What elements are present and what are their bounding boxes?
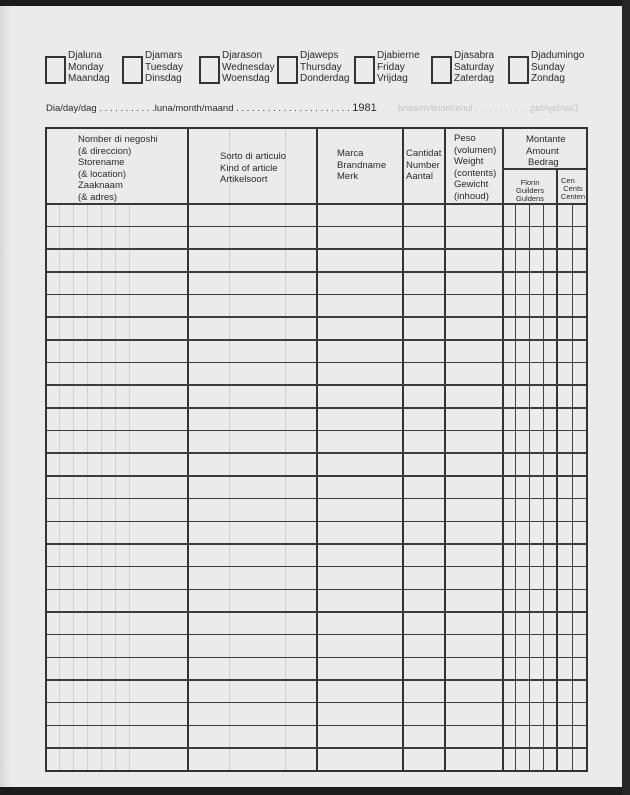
cell-cents[interactable] — [556, 477, 588, 498]
cell-brand[interactable] — [316, 250, 402, 271]
cell-number[interactable] — [402, 432, 444, 453]
header-line: Amount — [526, 145, 559, 157]
header-line: (inhoud) — [454, 190, 489, 202]
cell-article[interactable] — [187, 568, 316, 589]
cell-brand[interactable] — [316, 318, 402, 339]
header-line: Guldens — [516, 194, 544, 203]
cell-number[interactable] — [402, 228, 444, 249]
cell-cents[interactable] — [556, 454, 588, 475]
cell-cents[interactable] — [556, 523, 588, 544]
cell-number[interactable] — [402, 659, 444, 680]
cell-number[interactable] — [402, 364, 444, 385]
cell-number[interactable] — [402, 727, 444, 748]
day-option-thursday[interactable] — [277, 50, 349, 85]
cell-weight[interactable] — [444, 636, 502, 657]
header-line: (& location) — [78, 168, 127, 180]
cell-article[interactable] — [187, 432, 316, 453]
cell-article[interactable] — [187, 296, 316, 317]
cell-florin[interactable] — [502, 409, 556, 430]
cell-florin[interactable] — [502, 727, 556, 748]
page-edge — [622, 0, 630, 795]
day-name-english: Saturday — [454, 61, 495, 73]
show-through-text: Dia/day/dag . . . . . . . . . . . luna/month/maand — [398, 103, 579, 113]
cell-florin[interactable] — [502, 454, 556, 475]
cell-number[interactable] — [402, 591, 444, 612]
cell-weight[interactable] — [444, 273, 502, 294]
cell-article[interactable] — [187, 228, 316, 249]
cell-store[interactable] — [47, 273, 187, 294]
cell-florin[interactable] — [502, 523, 556, 544]
cell-florin[interactable] — [502, 749, 556, 770]
cell-store[interactable] — [47, 659, 187, 680]
header-line: Peso — [454, 133, 476, 144]
cell-brand[interactable] — [316, 409, 402, 430]
cell-article[interactable] — [187, 659, 316, 680]
cell-number[interactable] — [402, 681, 444, 702]
cell-florin[interactable] — [502, 591, 556, 612]
cell-store[interactable] — [47, 727, 187, 748]
cell-brand[interactable] — [316, 500, 402, 521]
day-checkbox-wednesday[interactable] — [199, 56, 220, 84]
day-name-english: Thursday — [300, 61, 342, 73]
cell-cents[interactable] — [556, 568, 588, 589]
cell-cents[interactable] — [556, 205, 588, 226]
cell-weight[interactable] — [444, 454, 502, 475]
cell-number[interactable] — [402, 250, 444, 271]
year-value: 1981 — [352, 102, 377, 114]
cell-florin[interactable] — [502, 500, 556, 521]
cell-cents[interactable] — [556, 409, 588, 430]
cell-weight[interactable] — [444, 727, 502, 748]
cell-article[interactable] — [187, 727, 316, 748]
cell-cents[interactable] — [556, 659, 588, 680]
header-line: Montante — [526, 134, 566, 145]
cell-weight[interactable] — [444, 477, 502, 498]
cell-cents[interactable] — [556, 228, 588, 249]
day-label — [222, 50, 275, 85]
cell-florin[interactable] — [502, 704, 556, 725]
day-name-dutch: Vrijdag — [377, 73, 408, 84]
header-line: (& adres) — [78, 191, 118, 203]
date-line — [46, 102, 377, 114]
cell-florin[interactable] — [502, 659, 556, 680]
cell-florin[interactable] — [502, 477, 556, 498]
cell-brand[interactable] — [316, 545, 402, 566]
cell-number[interactable] — [402, 749, 444, 770]
cell-store[interactable] — [47, 545, 187, 566]
header-line: Cantidat — [406, 148, 442, 159]
cell-florin[interactable] — [502, 205, 556, 226]
day-name-papiamentu: Djadumingo — [531, 50, 585, 61]
cell-cents[interactable] — [556, 386, 588, 407]
cell-florin[interactable] — [502, 273, 556, 294]
cell-florin[interactable] — [502, 432, 556, 453]
cell-brand[interactable] — [316, 364, 402, 385]
cell-florin[interactable] — [502, 364, 556, 385]
cell-cents[interactable] — [556, 704, 588, 725]
cell-brand[interactable] — [316, 341, 402, 362]
day-checkbox-monday[interactable] — [45, 56, 66, 84]
header-line: Marca — [337, 148, 364, 159]
cell-article[interactable] — [187, 749, 316, 770]
cell-weight[interactable] — [444, 591, 502, 612]
header-line: Guilders — [516, 186, 544, 195]
day-name-dutch: Maandag — [68, 73, 110, 84]
cell-number[interactable] — [402, 613, 444, 634]
day-label — [300, 50, 349, 85]
day-name-papiamentu: Djabierne — [377, 50, 420, 61]
cell-article[interactable] — [187, 523, 316, 544]
cell-number[interactable] — [402, 205, 444, 226]
cell-article[interactable] — [187, 364, 316, 385]
cell-article[interactable] — [187, 250, 316, 271]
cell-weight[interactable] — [444, 613, 502, 634]
cell-cents[interactable] — [556, 500, 588, 521]
day-option-wednesday[interactable] — [199, 50, 275, 85]
cell-article[interactable] — [187, 613, 316, 634]
cell-weight[interactable] — [444, 681, 502, 702]
cell-article[interactable] — [187, 386, 316, 407]
day-name-english: Sunday — [531, 61, 565, 73]
cell-store[interactable] — [47, 681, 187, 702]
cell-number[interactable] — [402, 454, 444, 475]
day-name-dutch: Zaterdag — [454, 73, 495, 84]
header-line: Gewicht — [454, 179, 489, 190]
cell-brand[interactable] — [316, 681, 402, 702]
day-name-papiamentu: Djarason — [222, 50, 263, 61]
cell-number[interactable] — [402, 477, 444, 498]
day-label: Dia/day/dag — [46, 103, 97, 114]
cell-store[interactable] — [47, 205, 187, 226]
day-name-papiamentu: Djasabra — [454, 50, 495, 61]
cell-cents[interactable] — [556, 318, 588, 339]
cell-florin[interactable] — [502, 341, 556, 362]
cell-number[interactable] — [402, 296, 444, 317]
cell-article[interactable] — [187, 500, 316, 521]
day-label — [454, 50, 494, 85]
cell-store[interactable] — [47, 228, 187, 249]
day-checkbox-saturday[interactable] — [431, 56, 452, 84]
cell-number[interactable] — [402, 545, 444, 566]
cell-number[interactable] — [402, 318, 444, 339]
cell-store[interactable] — [47, 454, 187, 475]
cell-weight[interactable] — [444, 386, 502, 407]
cell-cents[interactable] — [556, 341, 588, 362]
header-amount — [526, 134, 566, 169]
cell-weight[interactable] — [444, 250, 502, 271]
cell-number[interactable] — [402, 568, 444, 589]
cell-brand[interactable] — [316, 477, 402, 498]
day-checkbox-thursday[interactable] — [277, 56, 298, 84]
cell-cents[interactable] — [556, 273, 588, 294]
cell-florin[interactable] — [502, 613, 556, 634]
cell-brand[interactable] — [316, 386, 402, 407]
cell-cents[interactable] — [556, 545, 588, 566]
form-page — [0, 6, 622, 787]
cell-weight[interactable] — [444, 500, 502, 521]
cell-brand[interactable] — [316, 727, 402, 748]
cell-weight[interactable] — [444, 523, 502, 544]
day-label — [377, 50, 420, 85]
cell-weight[interactable] — [444, 228, 502, 249]
cell-article[interactable] — [187, 704, 316, 725]
cell-article[interactable] — [187, 409, 316, 430]
cell-weight[interactable] — [444, 364, 502, 385]
day-name-dutch: Donderdag — [300, 73, 350, 84]
day-name-dutch: Zondag — [531, 73, 565, 84]
cell-florin[interactable] — [502, 386, 556, 407]
cell-article[interactable] — [187, 681, 316, 702]
cell-store[interactable] — [47, 432, 187, 453]
cell-article[interactable] — [187, 545, 316, 566]
cell-store[interactable] — [47, 409, 187, 430]
day-label — [68, 50, 110, 85]
cell-store[interactable] — [47, 477, 187, 498]
header-line: Weight — [454, 156, 484, 167]
cell-brand[interactable] — [316, 591, 402, 612]
day-option-tuesday[interactable] — [122, 50, 183, 85]
cell-brand[interactable] — [316, 228, 402, 249]
cell-article[interactable] — [187, 205, 316, 226]
header-line: (& direccion) — [78, 145, 132, 157]
header-weight — [454, 133, 496, 202]
cell-cents[interactable] — [556, 749, 588, 770]
cell-store[interactable] — [47, 704, 187, 725]
cell-florin[interactable] — [502, 545, 556, 566]
cell-article[interactable] — [187, 454, 316, 475]
header-line: Centen — [560, 192, 586, 201]
cell-florin[interactable] — [502, 318, 556, 339]
day-name-english: Tuesday — [145, 61, 183, 73]
header-line: Number — [406, 159, 440, 171]
cell-weight[interactable] — [444, 749, 502, 770]
cell-florin[interactable] — [502, 296, 556, 317]
day-name-papiamentu: Djamars — [145, 50, 183, 61]
header-line: Cents — [563, 184, 583, 193]
cell-florin[interactable] — [502, 681, 556, 702]
header-article — [220, 151, 286, 186]
cell-number[interactable] — [402, 273, 444, 294]
day-name-papiamentu: Djaluna — [68, 50, 102, 61]
cell-store[interactable] — [47, 500, 187, 521]
day-name-english: Monday — [68, 61, 104, 73]
day-name-papiamentu: Djaweps — [300, 50, 339, 61]
cell-brand[interactable] — [316, 613, 402, 634]
cell-brand[interactable] — [316, 432, 402, 453]
cell-article[interactable] — [187, 273, 316, 294]
purchase-ledger-table — [45, 127, 588, 772]
cell-brand[interactable] — [316, 704, 402, 725]
cell-weight[interactable] — [444, 545, 502, 566]
header-line: Nomber di negoshi — [78, 134, 158, 145]
cell-weight[interactable] — [444, 318, 502, 339]
cell-florin[interactable] — [502, 636, 556, 657]
day-name-dutch: Woensdag — [222, 73, 270, 84]
cell-weight[interactable] — [444, 296, 502, 317]
day-checkbox-friday[interactable] — [354, 56, 375, 84]
header-cents — [558, 177, 588, 201]
cell-cents[interactable] — [556, 727, 588, 748]
cell-store[interactable] — [47, 296, 187, 317]
header-line: Sorto di articulo — [220, 151, 287, 162]
header-line: Florin — [520, 178, 540, 187]
cell-store[interactable] — [47, 386, 187, 407]
header-florin — [504, 179, 556, 203]
cell-store[interactable] — [47, 636, 187, 657]
cell-article[interactable] — [187, 636, 316, 657]
cell-weight[interactable] — [444, 205, 502, 226]
cell-store[interactable] — [47, 749, 187, 770]
header-line: Zaaknaam — [78, 180, 123, 191]
header-line: Cen — [561, 176, 575, 185]
cell-cents[interactable] — [556, 681, 588, 702]
cell-cents[interactable] — [556, 613, 588, 634]
cell-brand[interactable] — [316, 454, 402, 475]
cell-florin[interactable] — [502, 250, 556, 271]
header-line: Aantal — [406, 171, 433, 182]
cell-number[interactable] — [402, 523, 444, 544]
header-line: Kind of article — [220, 162, 278, 174]
cell-cents[interactable] — [556, 432, 588, 453]
header-line: (contents) — [454, 167, 497, 179]
cell-brand[interactable] — [316, 205, 402, 226]
cell-brand[interactable] — [316, 568, 402, 589]
cell-number[interactable] — [402, 500, 444, 521]
day-name-english: Wednesday — [222, 61, 275, 73]
header-line: Storename — [78, 157, 125, 168]
month-label: luna/month/maand — [154, 103, 234, 114]
day-checkbox-tuesday[interactable] — [122, 56, 143, 84]
header-line: Merk — [337, 171, 359, 182]
cell-number[interactable] — [402, 636, 444, 657]
cell-store[interactable] — [47, 591, 187, 612]
header-brand — [337, 148, 386, 183]
cell-brand[interactable] — [316, 636, 402, 657]
cell-cents[interactable] — [556, 250, 588, 271]
header-number — [406, 148, 441, 183]
day-name-english: Friday — [377, 61, 405, 73]
cell-article[interactable] — [187, 341, 316, 362]
day-label — [145, 50, 183, 85]
cell-cents[interactable] — [556, 364, 588, 385]
header-line: Artikelsoort — [220, 174, 268, 185]
cell-brand[interactable] — [316, 296, 402, 317]
header-line: Bedrag — [528, 157, 559, 168]
cell-article[interactable] — [187, 591, 316, 612]
cell-brand[interactable] — [316, 659, 402, 680]
day-name-dutch: Dinsdag — [145, 73, 182, 84]
cell-weight[interactable] — [444, 659, 502, 680]
cell-florin[interactable] — [502, 568, 556, 589]
cell-store[interactable] — [47, 523, 187, 544]
cell-brand[interactable] — [316, 749, 402, 770]
cell-number[interactable] — [402, 704, 444, 725]
cell-brand[interactable] — [316, 273, 402, 294]
day-option-friday[interactable] — [354, 50, 420, 85]
day-label — [531, 50, 584, 85]
cell-florin[interactable] — [502, 228, 556, 249]
cell-cents[interactable] — [556, 591, 588, 612]
day-checkbox-sunday[interactable] — [508, 56, 529, 84]
cell-weight[interactable] — [444, 341, 502, 362]
cell-store[interactable] — [47, 613, 187, 634]
cell-store[interactable] — [47, 250, 187, 271]
cell-store[interactable] — [47, 364, 187, 385]
header-line: Brandname — [337, 159, 387, 171]
cell-article[interactable] — [187, 318, 316, 339]
header-store — [78, 134, 158, 203]
cell-store[interactable] — [47, 341, 187, 362]
cell-weight[interactable] — [444, 704, 502, 725]
day-field[interactable]: . . . . . . . . . . . — [96, 103, 155, 114]
day-option-monday[interactable] — [45, 50, 110, 85]
cell-store[interactable] — [47, 318, 187, 339]
cell-store[interactable] — [47, 568, 187, 589]
cell-weight[interactable] — [444, 432, 502, 453]
month-field[interactable]: . . . . . . . . . . . . . . . . . . . . . . — [233, 103, 353, 114]
cell-number[interactable] — [402, 409, 444, 430]
day-option-sunday[interactable] — [508, 50, 584, 85]
cell-number[interactable] — [402, 386, 444, 407]
cell-cents[interactable] — [556, 636, 588, 657]
cell-weight[interactable] — [444, 409, 502, 430]
header-line: (volumen) — [454, 144, 497, 156]
cell-brand[interactable] — [316, 523, 402, 544]
cell-article[interactable] — [187, 477, 316, 498]
day-option-saturday[interactable] — [431, 50, 494, 85]
cell-weight[interactable] — [444, 568, 502, 589]
cell-cents[interactable] — [556, 296, 588, 317]
cell-number[interactable] — [402, 341, 444, 362]
